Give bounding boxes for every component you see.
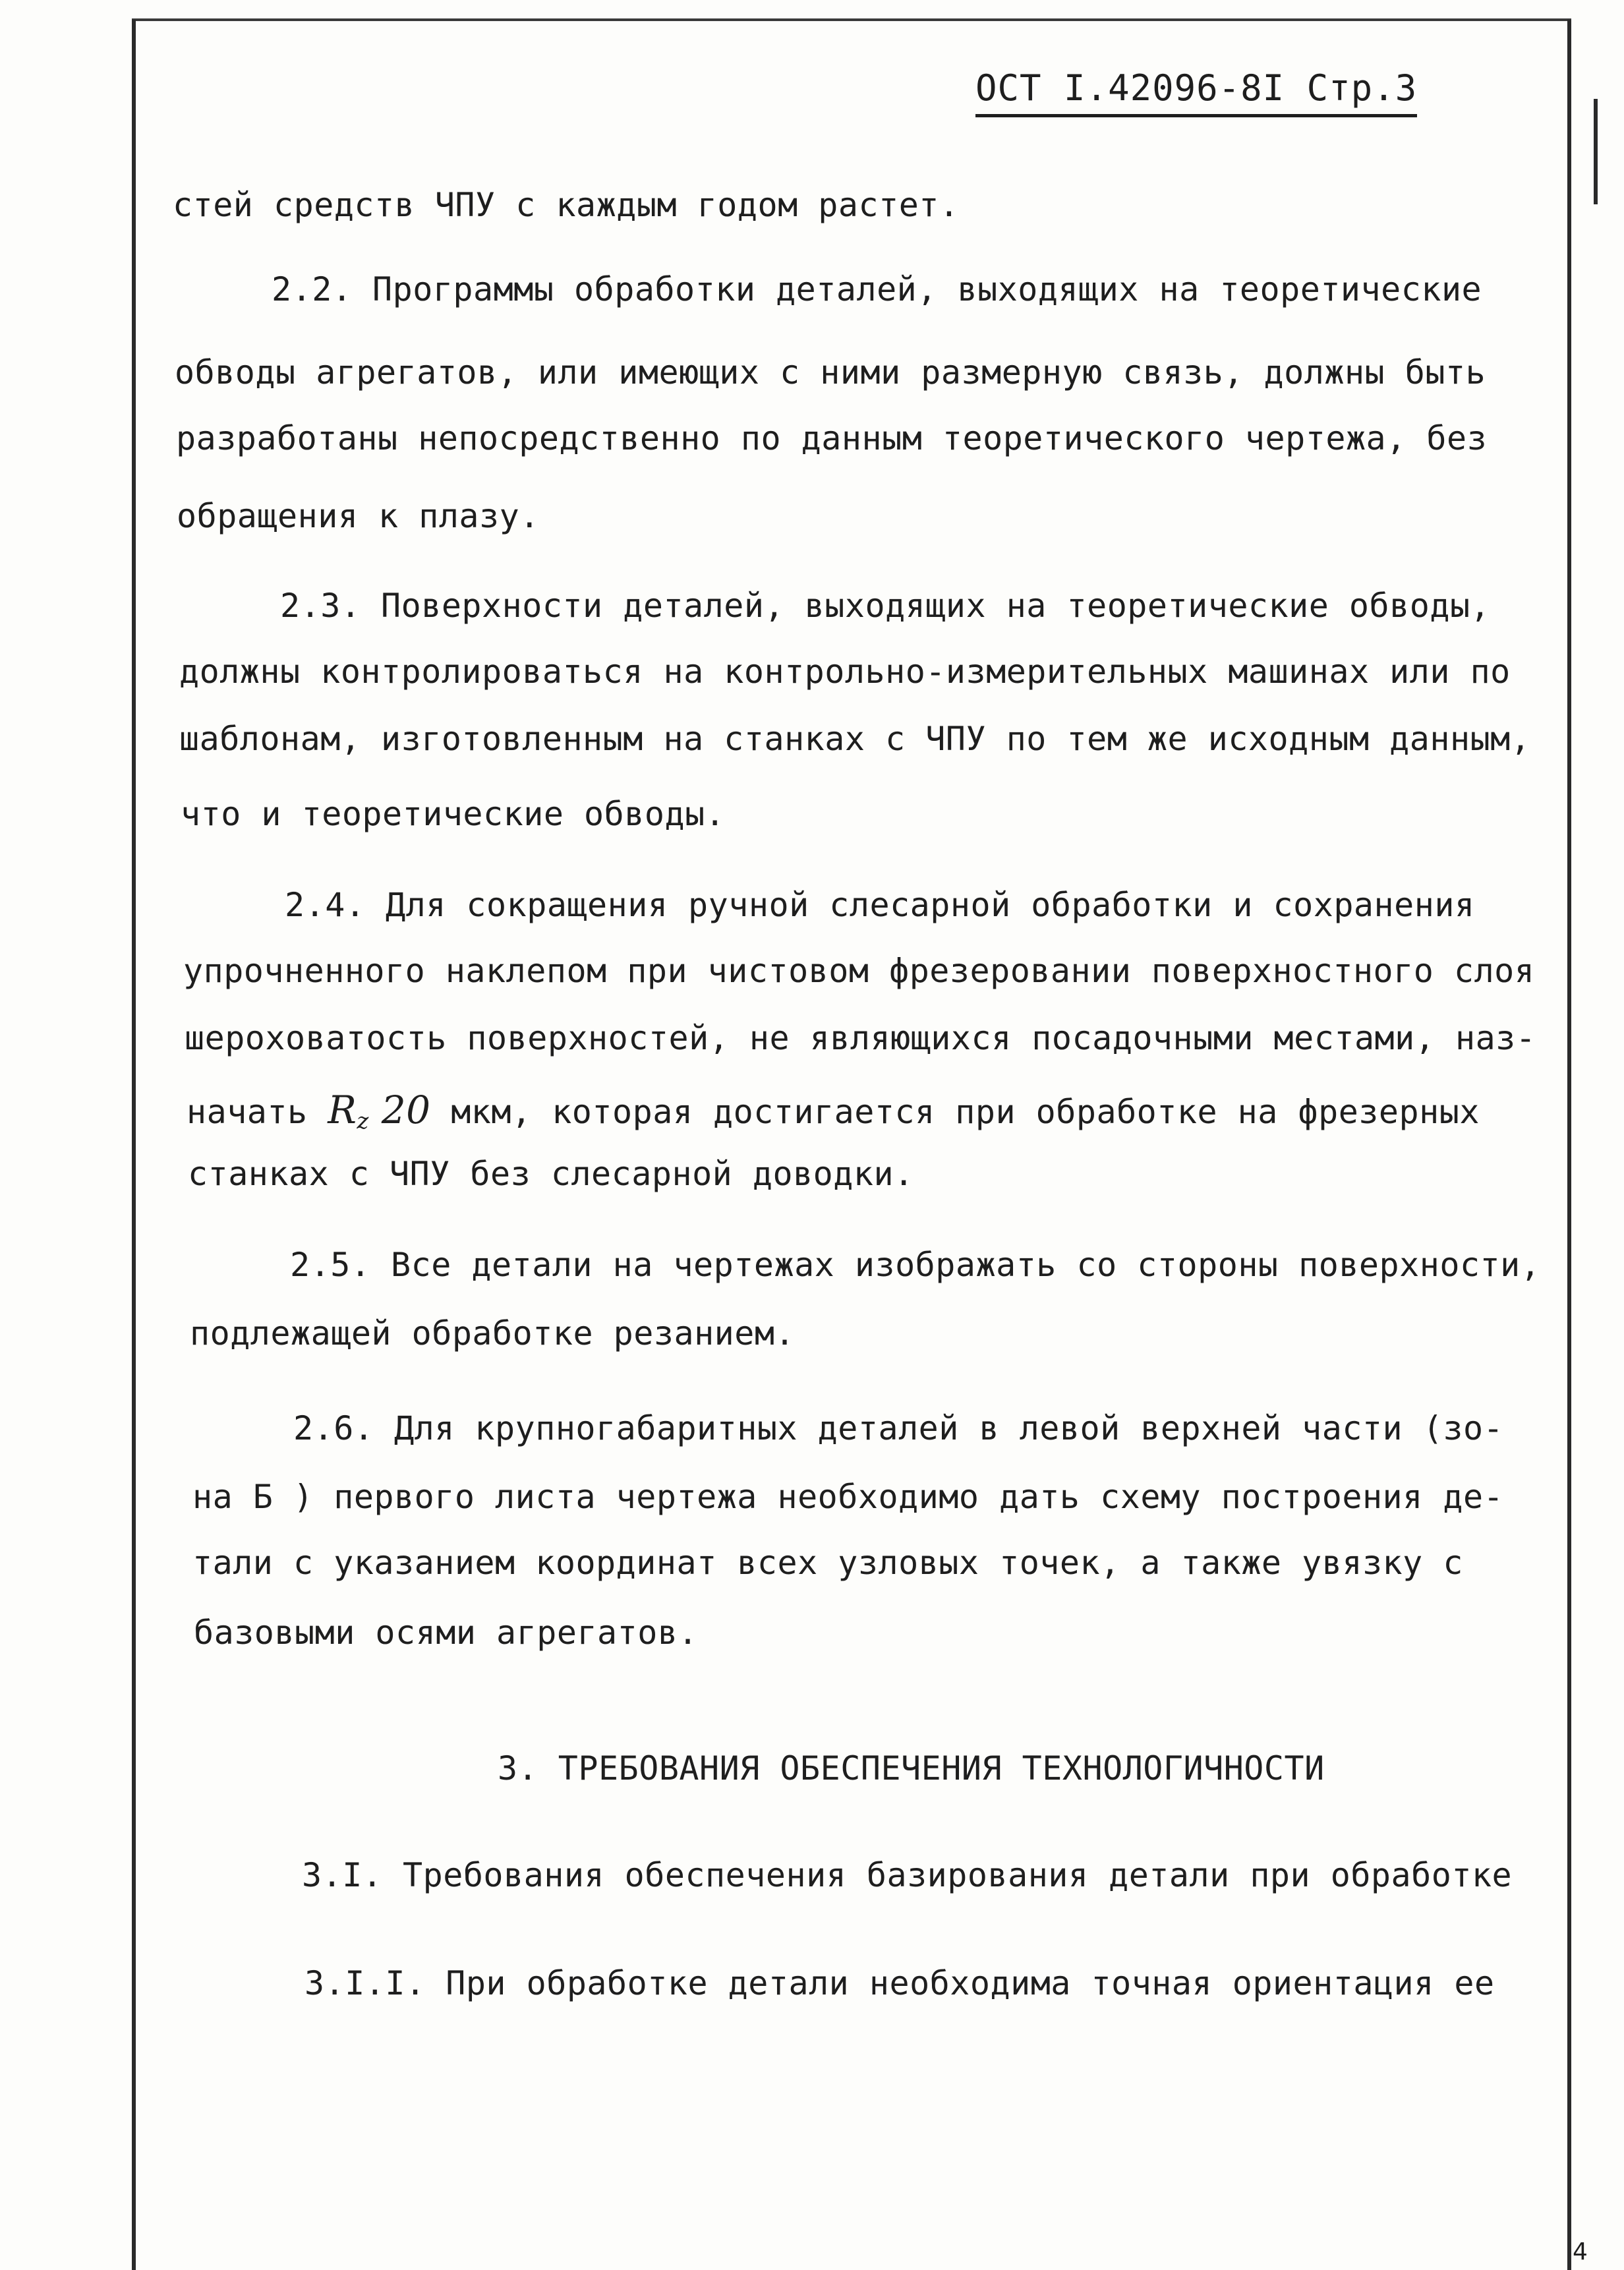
rz-letter: R [328,1088,357,1132]
page-header: ОСТ I.42096-8I Стр.3 [975,67,1417,117]
text-line-11: упрочненного наклепом при чистовом фрезеровании поверхностного слоя [183,952,1535,990]
text-line-15: 2.5. Все детали на чертежах изображать со стороны поверхности, [290,1246,1541,1284]
text-line-23: 3.I.I. При обработке детали необходима точная ориентация ее [304,1964,1495,2002]
text-line-19: тали с указанием координат всех узловых точек, а также увязку с [192,1544,1463,1582]
frame-right-line [1567,20,1571,2270]
text-line-13 [187,1088,1480,1134]
text-line-1: стей средств ЧПУ с каждым годом растет. [173,186,960,224]
text-line-6: 2.3. Поверхности деталей, выходящих на теоретические обводы, [280,587,1491,625]
text-line-9: что и теоретические обводы. [181,795,726,833]
text-line-22: 3.I. Требования обеспечения базирования детали при обработке [302,1856,1513,1894]
text-line-2: 2.2. Программы обработки деталей, выходящих на теоретические [272,270,1482,308]
rz-line-before: начать [187,1093,308,1131]
rz-symbol [328,1088,430,1132]
text-line-16: подлежащей обработке резанием. [190,1314,796,1353]
text-line-7: должны контролироваться на контрольно-измерительных машинах или по [179,653,1511,691]
section-heading: 3. ТРЕБОВАНИЯ ОБЕСПЕЧЕНИЯ ТЕХНОЛОГИЧНОСТИ [498,1749,1325,1788]
text-line-5: обращения к плазу. [177,497,540,535]
text-line-20: базовыми осями агрегатов. [194,1614,699,1652]
rz-value: 20 [381,1088,431,1132]
text-line-3: обводы агрегатов, или имеющих с ними размерную связь, должны быть [175,353,1486,392]
text-line-4: разработаны непосредственно по данным теоретического чертежа, без [176,419,1488,457]
margin-mark [1594,99,1598,204]
text-line-10: 2.4. Для сокращения ручной слесарной обработки и сохранения [285,886,1475,924]
text-line-14: станках с ЧПУ без слесарной доводки. [188,1155,914,1193]
text-line-18: на Б ) первого листа чертежа необходимо дать схему построения де- [192,1478,1504,1516]
text-line-8: шаблонам, изготовленным на станках с ЧПУ по тем же исходным данным, [179,720,1531,758]
rz-subscript: z [357,1108,369,1134]
text-line-12: шероховатость поверхностей, не являющихся посадочными местами, наз- [185,1019,1536,1057]
text-line-17: 2.6. Для крупногабаритных деталей в левой верхней части (зо- [293,1409,1504,1447]
page-number: 4 [1573,2238,1588,2265]
frame-left-line [132,20,136,2270]
rz-line-after: мкм, которая достигается при обработке на фрезерных [451,1093,1480,1131]
frame-top-line [132,18,1571,21]
